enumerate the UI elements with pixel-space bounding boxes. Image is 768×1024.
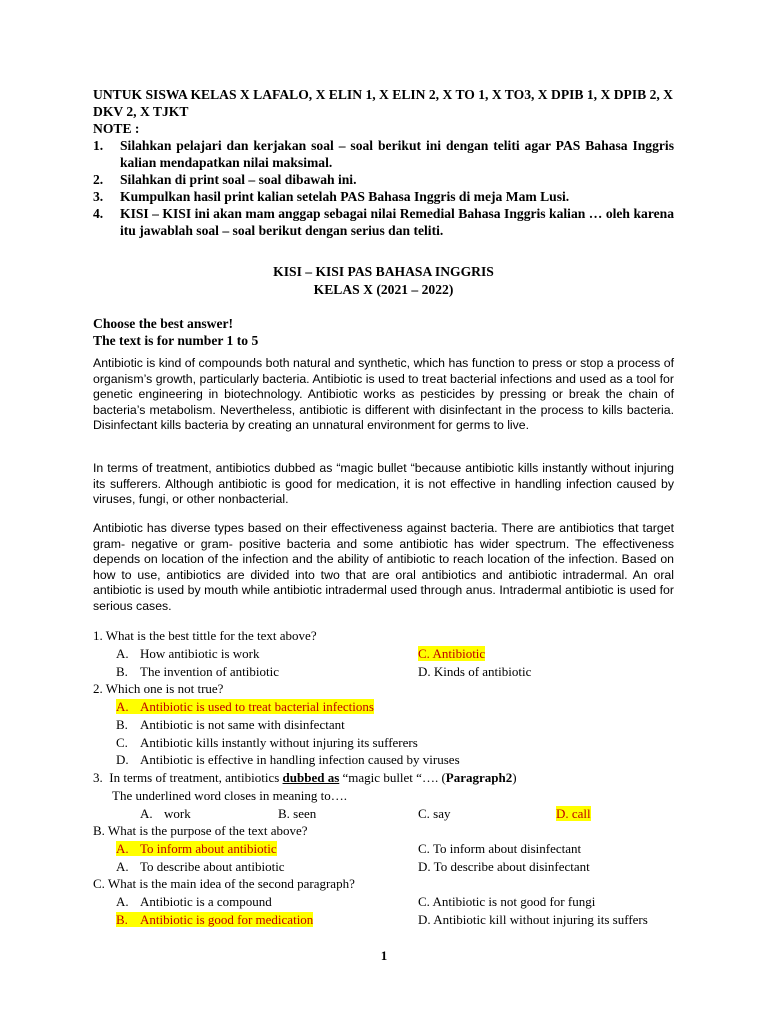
question-3-option-d: D. call <box>556 806 591 821</box>
question-1-option-d: D. Kinds of antibiotic <box>418 664 532 679</box>
question-4-option-c: C. To inform about disinfectant <box>418 841 582 856</box>
question-1-stem: 1. What is the best tittle for the text above? <box>93 628 317 643</box>
question-2-option-c: C. Antibiotic kills instantly without injuring its sufferers <box>116 735 418 750</box>
question-4-option-d: D. To describe about disinfectant <box>418 859 590 874</box>
note-item: 4. KISI – KISI ini akan mam anggap sebagai nilai Remedial Bahasa Inggris kalian … oleh karena itu jawablah soal – soal berikut dengan serius dan teliti. <box>93 206 674 238</box>
doc-subtitle: KELAS X (2021 – 2022) <box>313 282 454 297</box>
class-list: UNTUK SISWA KELAS X LAFALO, X ELIN 1, X ELIN 2, X TO 1, X TO3, X DPIB 1, X DPIB 2, X DKV 2, X TJKT <box>93 87 673 119</box>
question-5-option-d: D. Antibiotic kill without injuring its suffers <box>418 912 648 927</box>
underlined-word: dubbed as <box>282 770 340 785</box>
question-1-option-c: C. Antibiotic <box>418 646 486 661</box>
question-5-option-a: A. Antibiotic is a compound <box>116 894 272 909</box>
note-item: 2. Silahkan di print soal – soal dibawah ini. <box>93 172 357 187</box>
question-4-option-a2: A. To describe about antibiotic <box>116 859 285 874</box>
question-2-option-a: A. Antibiotic is used to treat bacterial infections <box>116 699 374 714</box>
reading-paragraph-1: Antibiotic is kind of compounds both natural and synthetic, which has function to press or stop a process of organism’s growth, particularly bacteria. Antibiotic is used to treat bacterial infections and used as a tool for genetic engineering in biotechnology. Antibiotic works as pesticides by pressing or break the chain of bacteria’s metabolism. Nevertheless, antibiotic is different with disinfectant in the process to kills bacteria. Disinfectant kills bacteria by creating an unnatural environment for germs to live. <box>93 356 674 432</box>
instructions <box>93 315 258 349</box>
question-3-option-a: A. work <box>140 806 191 821</box>
question-2-option-b: B. Antibiotic is not same with disinfectant <box>116 717 345 732</box>
question-3-stem: 3. In terms of treatment, antibiotics dubbed as “magic bullet “…. (Paragraph2) <box>93 770 517 785</box>
question-4-stem: B. What is the purpose of the text above? <box>93 823 308 838</box>
page-number: 1 <box>380 948 388 963</box>
question-1-option-b: B. The invention of antibiotic <box>116 664 279 679</box>
instruction-line: Choose the best answer! <box>93 316 234 331</box>
instruction-line: The text is for number 1 to 5 <box>93 333 259 348</box>
question-3-option-c: C. say <box>418 806 451 821</box>
question-4-option-a: A. To inform about antibiotic <box>116 841 277 856</box>
question-5-stem: C. What is the main idea of the second paragraph? <box>93 876 355 891</box>
note-item: 3. Kumpulkan hasil print kalian setelah PAS Bahasa Inggris di meja Mam Lusi. <box>93 189 570 204</box>
note-label: NOTE : <box>93 121 140 136</box>
doc-title: KISI – KISI PAS BAHASA INGGRIS <box>273 264 494 279</box>
question-3-line2: The underlined word closes in meaning to…. <box>112 788 348 803</box>
question-1-option-a: A. How antibiotic is work <box>116 646 260 661</box>
question-3-option-b: B. seen <box>278 806 317 821</box>
question-2-stem: 2. Which one is not true? <box>93 681 224 696</box>
question-2-option-d: D. Antibiotic is effective in handling infection caused by viruses <box>116 752 460 767</box>
reading-paragraph-3: Antibiotic has diverse types based on their effectiveness against bacteria. There are antibiotics that target gram- negative or gram- positive bacteria and some antibiotic has wider spectrum. The effectiveness depends on location of the infection and the ability of antibiotic to reach location of the infection. Based on how to use, antibiotics are divided into two that are oral antibiotics and antibiotic intradermal. An oral antibiotic is used by mouth while antibiotic intradermal used through anus. Intradermal antibiotic is used for serious cases. <box>93 521 674 613</box>
reading-paragraph-2: In terms of treatment, antibiotics dubbed as “magic bullet “because antibiotic kills instantly without injuring its sufferers. Although antibiotic is good for medication, it is not effective in handling infection caused by viruses, fungi, or other nonbacterial. <box>93 461 674 506</box>
note-list <box>93 137 674 239</box>
header-block <box>93 86 674 239</box>
question-5-option-b: B. Antibiotic is good for medication <box>116 912 314 927</box>
question-5-option-c: C. Antibiotic is not good for fungi <box>418 894 596 909</box>
note-item: 1. Silahkan pelajari dan kerjakan soal – soal berikut ini dengan teliti agar PAS Bahasa Inggris kalian mendapatkan nilai maksimal. <box>93 138 674 170</box>
